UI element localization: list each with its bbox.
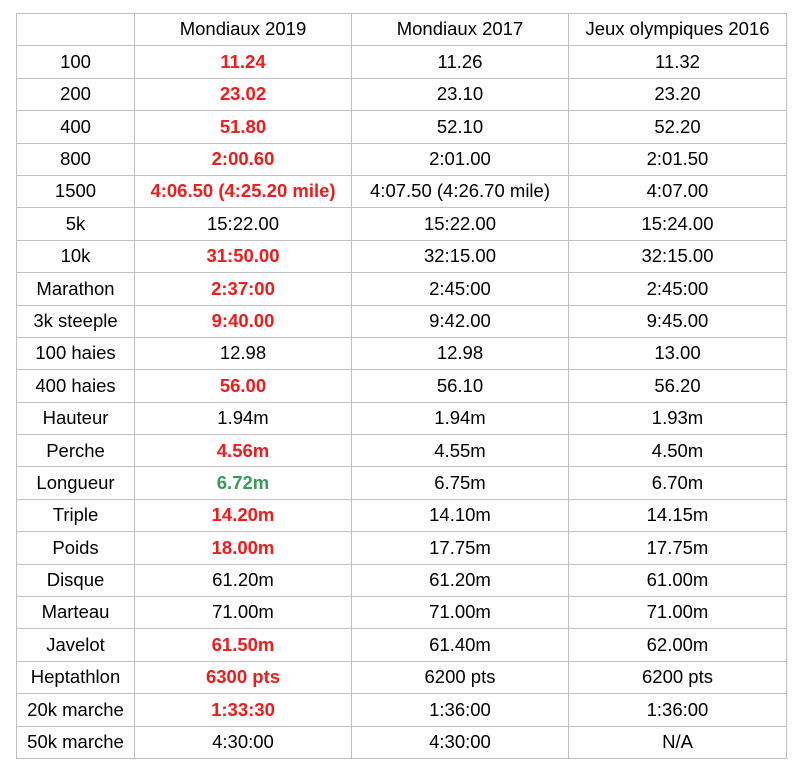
mondiaux-2017-cell: 14.10m [352, 499, 569, 531]
mondiaux-2019-cell: 51.80 [135, 111, 352, 143]
mondiaux-2019-cell: 6300 pts [135, 661, 352, 693]
event-cell: 200 [17, 78, 135, 110]
event-cell: 100 [17, 46, 135, 78]
header-jo-2016: Jeux olympiques 2016 [569, 14, 787, 46]
mondiaux-2017-cell: 6200 pts [352, 661, 569, 693]
mondiaux-2019-cell: 11.24 [135, 46, 352, 78]
jo-2016-cell: 1:36:00 [569, 694, 787, 726]
table-row [17, 402, 787, 434]
jo-2016-cell: 62.00m [569, 629, 787, 661]
event-cell: 5k [17, 208, 135, 240]
jo-2016-cell: 2:45:00 [569, 273, 787, 305]
standards-table-wrapper [16, 13, 787, 759]
event-cell: Disque [17, 564, 135, 596]
header-row [17, 14, 787, 46]
header-mondiaux-2019: Mondiaux 2019 [135, 14, 352, 46]
event-cell: 10k [17, 240, 135, 272]
event-cell: Longueur [17, 467, 135, 499]
jo-2016-cell: 23.20 [569, 78, 787, 110]
mondiaux-2017-cell: 9:42.00 [352, 305, 569, 337]
mondiaux-2017-cell: 17.75m [352, 532, 569, 564]
mondiaux-2019-cell: 61.20m [135, 564, 352, 596]
jo-2016-cell: 17.75m [569, 532, 787, 564]
mondiaux-2017-cell: 32:15.00 [352, 240, 569, 272]
qualifying-standards-table [16, 13, 787, 759]
event-cell: 400 [17, 111, 135, 143]
table-row [17, 111, 787, 143]
mondiaux-2019-cell: 2:00.60 [135, 143, 352, 175]
table-row [17, 499, 787, 531]
mondiaux-2019-cell: 23.02 [135, 78, 352, 110]
mondiaux-2019-cell: 61.50m [135, 629, 352, 661]
jo-2016-cell: 4:07.00 [569, 175, 787, 207]
jo-2016-cell: 71.00m [569, 597, 787, 629]
event-cell: 20k marche [17, 694, 135, 726]
event-cell: Hauteur [17, 402, 135, 434]
mondiaux-2017-cell: 2:45:00 [352, 273, 569, 305]
table-row [17, 597, 787, 629]
jo-2016-cell: 15:24.00 [569, 208, 787, 240]
mondiaux-2017-cell: 52.10 [352, 111, 569, 143]
table-row [17, 208, 787, 240]
mondiaux-2019-cell: 18.00m [135, 532, 352, 564]
event-cell: 1500 [17, 175, 135, 207]
mondiaux-2017-cell: 71.00m [352, 597, 569, 629]
table-row [17, 532, 787, 564]
table-row [17, 78, 787, 110]
mondiaux-2019-cell: 4:30:00 [135, 726, 352, 758]
mondiaux-2019-cell: 4:06.50 (4:25.20 mile) [135, 175, 352, 207]
mondiaux-2019-cell: 1:33:30 [135, 694, 352, 726]
table-row [17, 305, 787, 337]
mondiaux-2019-cell: 12.98 [135, 337, 352, 369]
mondiaux-2019-cell: 15:22.00 [135, 208, 352, 240]
mondiaux-2019-cell: 1.94m [135, 402, 352, 434]
table-row [17, 175, 787, 207]
mondiaux-2019-cell: 4.56m [135, 435, 352, 467]
mondiaux-2019-cell: 14.20m [135, 499, 352, 531]
event-cell: 3k steeple [17, 305, 135, 337]
table-row [17, 694, 787, 726]
event-cell: Perche [17, 435, 135, 467]
event-cell: 100 haies [17, 337, 135, 369]
event-cell: 50k marche [17, 726, 135, 758]
jo-2016-cell: 11.32 [569, 46, 787, 78]
table-row [17, 564, 787, 596]
table-row [17, 370, 787, 402]
jo-2016-cell: 13.00 [569, 337, 787, 369]
table-row [17, 467, 787, 499]
jo-2016-cell: 6200 pts [569, 661, 787, 693]
table-row [17, 240, 787, 272]
jo-2016-cell: 14.15m [569, 499, 787, 531]
event-cell: Javelot [17, 629, 135, 661]
jo-2016-cell: 61.00m [569, 564, 787, 596]
mondiaux-2017-cell: 1.94m [352, 402, 569, 434]
event-cell: Heptathlon [17, 661, 135, 693]
table-row [17, 629, 787, 661]
event-cell: Triple [17, 499, 135, 531]
jo-2016-cell: 2:01.50 [569, 143, 787, 175]
mondiaux-2019-cell: 56.00 [135, 370, 352, 402]
mondiaux-2019-cell: 71.00m [135, 597, 352, 629]
mondiaux-2019-cell: 2:37:00 [135, 273, 352, 305]
jo-2016-cell: 52.20 [569, 111, 787, 143]
mondiaux-2019-cell: 6.72m [135, 467, 352, 499]
table-row [17, 337, 787, 369]
jo-2016-cell: N/A [569, 726, 787, 758]
mondiaux-2017-cell: 4:07.50 (4:26.70 mile) [352, 175, 569, 207]
jo-2016-cell: 9:45.00 [569, 305, 787, 337]
table-row [17, 435, 787, 467]
header-mondiaux-2017: Mondiaux 2017 [352, 14, 569, 46]
mondiaux-2017-cell: 4.55m [352, 435, 569, 467]
jo-2016-cell: 4.50m [569, 435, 787, 467]
event-cell: Marathon [17, 273, 135, 305]
mondiaux-2017-cell: 12.98 [352, 337, 569, 369]
mondiaux-2017-cell: 4:30:00 [352, 726, 569, 758]
mondiaux-2017-cell: 2:01.00 [352, 143, 569, 175]
table-row [17, 143, 787, 175]
table-row [17, 273, 787, 305]
jo-2016-cell: 1.93m [569, 402, 787, 434]
mondiaux-2019-cell: 9:40.00 [135, 305, 352, 337]
mondiaux-2017-cell: 6.75m [352, 467, 569, 499]
table-row [17, 661, 787, 693]
event-cell: 800 [17, 143, 135, 175]
event-cell: 400 haies [17, 370, 135, 402]
table-body [17, 46, 787, 759]
table-row [17, 726, 787, 758]
mondiaux-2017-cell: 61.20m [352, 564, 569, 596]
mondiaux-2019-cell: 31:50.00 [135, 240, 352, 272]
mondiaux-2017-cell: 1:36:00 [352, 694, 569, 726]
mondiaux-2017-cell: 11.26 [352, 46, 569, 78]
event-cell: Poids [17, 532, 135, 564]
mondiaux-2017-cell: 56.10 [352, 370, 569, 402]
header-event [17, 14, 135, 46]
mondiaux-2017-cell: 23.10 [352, 78, 569, 110]
jo-2016-cell: 32:15.00 [569, 240, 787, 272]
jo-2016-cell: 56.20 [569, 370, 787, 402]
mondiaux-2017-cell: 61.40m [352, 629, 569, 661]
mondiaux-2017-cell: 15:22.00 [352, 208, 569, 240]
table-row [17, 46, 787, 78]
jo-2016-cell: 6.70m [569, 467, 787, 499]
event-cell: Marteau [17, 597, 135, 629]
